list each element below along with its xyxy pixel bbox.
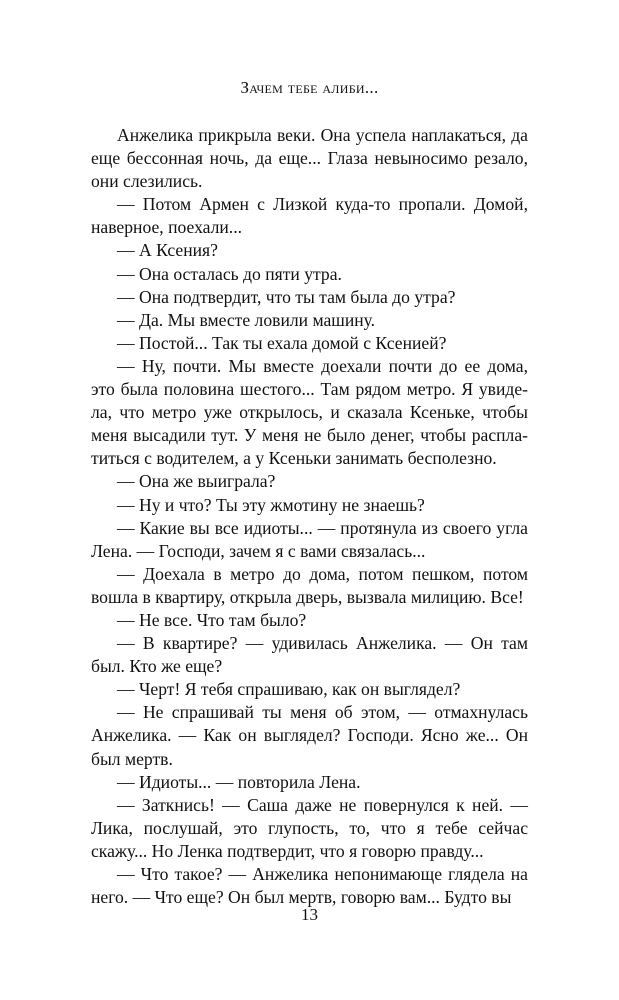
paragraph: — А Ксения?: [117, 240, 218, 261]
running-head: Зачем тебе алиби...: [240, 78, 379, 97]
paragraph: — Она осталась до пяти утра.: [117, 263, 342, 284]
paragraph: — Она же выиграла?: [117, 471, 276, 492]
paragraph: — Доехала в метро до дома, потом пешком, потом вошла в квартиру, открыла дверь, вызвала милицию. Все!: [91, 563, 528, 607]
paragraph: — Черт! Я тебя спрашиваю, как он выглядел?: [117, 679, 461, 700]
paragraph: Анжелика прикрыла веки. Она успела наплакаться, да еще бессонная ночь, да еще... Глаза невыносимо резало, они слезились.: [91, 125, 528, 192]
paragraph: — Она подтвердит, что ты там была до утра?: [117, 286, 456, 307]
paragraph: — Не спрашивай ты меня об этом, — отмахнулась Анжелика. — Как он выглядел? Господи. Ясно же... Он был мертв.: [91, 702, 528, 769]
paragraph: — Постой... Так ты ехала домой с Ксенией?: [117, 332, 447, 353]
paragraph: — Не все. Что там было?: [117, 609, 307, 630]
paragraph: — Идиоты... — повторила Лена.: [117, 771, 361, 792]
paragraph: — Ну и что? Ты эту жмотину не знаешь?: [117, 494, 425, 515]
paragraph: — Потом Армен с Лизкой куда-то пропали. Домой, наверное, поехали...: [91, 194, 528, 238]
paragraph: — В квартире? — удивилась Анжелика. — Он там был. Кто же еще?: [91, 633, 528, 677]
paragraph: — Заткнись! — Саша даже не повернулся к ней. — Лика, послушай, это глупость, то, что я тебе сейчас скажу... Но Ленка подтвердит, что я говорю правду...: [91, 794, 528, 861]
paragraph: — Да. Мы вместе ловили машину.: [117, 309, 376, 330]
paragraph: — Что такое? — Анжелика непонимающе глядела на него. — Что еще? Он был мертв, говорю вам... Будто вы: [91, 864, 528, 908]
body-text: [91, 124, 528, 909]
paragraph: — Ну, почти. Мы вместе доехали почти до ее дома, это была половина шестого... Там рядом метро. Я увидела, что метро уже открылось, и сказала Ксеньке, чтобы меня высадили тут. У меня не было денег, чтобы расплатиться с водителем, а у Ксеньки занимать бесполезно.: [91, 355, 528, 469]
page-number: 13: [301, 905, 318, 924]
paragraph: — Какие вы все идиоты... — протянула из своего угла Лена. — Господи, зачем я с вами связалась...: [91, 517, 528, 561]
